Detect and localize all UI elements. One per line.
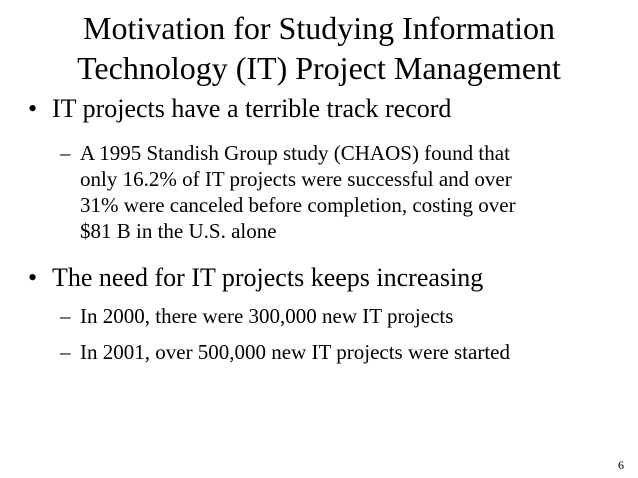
- sub-bullet-dash-icon: –: [60, 304, 71, 328]
- bullet-dot-icon: •: [28, 94, 38, 123]
- sub-bullet-line: only 16.2% of IT projects were successful and over: [80, 167, 512, 191]
- sub-bullet-line: A 1995 Standish Group study (CHAOS) found that: [80, 141, 510, 165]
- bullet-text: The need for IT projects keeps increasing: [52, 263, 484, 292]
- sub-bullet-line: 31% were canceled before completion, costing over: [80, 193, 516, 217]
- sub-bullet-dash-icon: –: [60, 340, 71, 364]
- bullet-dot-icon: •: [28, 263, 38, 292]
- slide-title-line-2: Technology (IT) Project Management: [77, 50, 561, 86]
- sub-bullet-text: [80, 339, 620, 365]
- slide-title-line-1: Motivation for Studying Information: [83, 10, 555, 46]
- bullet-text: IT projects have a terrible track record: [52, 94, 452, 123]
- page-number: 6: [618, 458, 624, 472]
- slide-title: [0, 8, 638, 88]
- sub-bullet-line: In 2000, there were 300,000 new IT projects: [80, 304, 454, 328]
- sub-bullet-text: [80, 303, 620, 329]
- sub-bullet-line: $81 B in the U.S. alone: [80, 219, 277, 243]
- sub-bullet-dash-icon: –: [60, 141, 71, 165]
- sub-bullet-text: [80, 140, 620, 244]
- sub-bullet-line: In 2001, over 500,000 new IT projects were started: [80, 340, 510, 364]
